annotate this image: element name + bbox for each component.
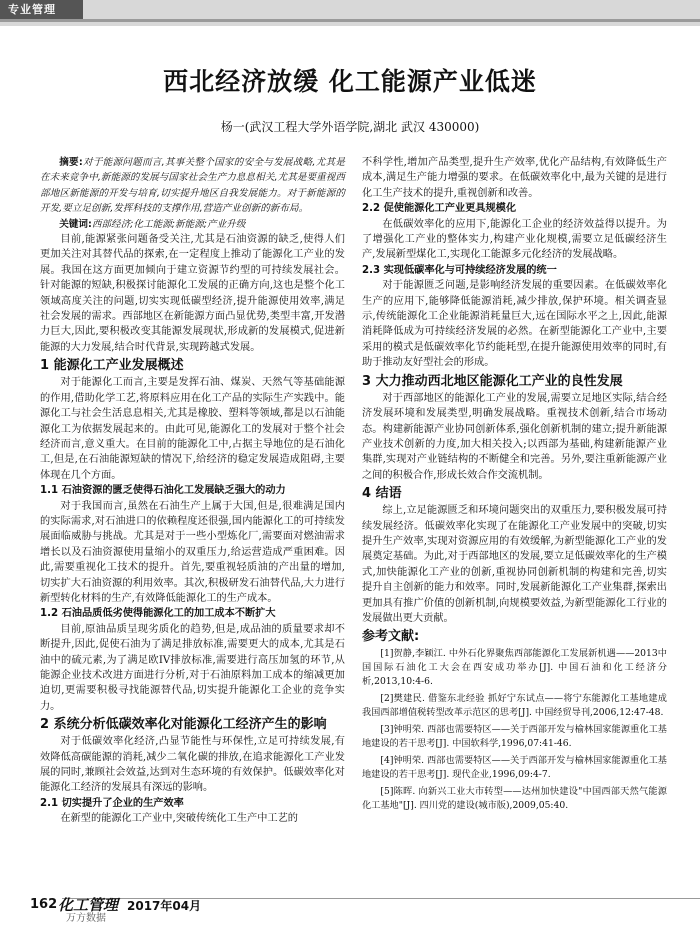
keywords-text: 西部经济;化工能源;新能源;产业升级 (91, 218, 246, 230)
page-number: 162 (30, 897, 58, 912)
reference-item: [5]陈晖. 向新兴工业大市转型——达州加快建设"中国西部天然气能源化工基地"[J]. 四川党的建设(城市版),2009,05:40. (362, 786, 667, 812)
reference-item: [4]钟明荣. 西部也需要特区——关于西部开发与榆林国家能源重化工基地建设的若干思考[J]. 现代企业,1996,09:4-7. (362, 755, 667, 781)
references-list (362, 647, 667, 813)
heading-1: 1 能源化工产业发展概述 (40, 358, 184, 374)
abstract-text: 对于能源问题而言,其事关整个国家的安全与发展战略,尤其是在未来竞争中,新能源的发展与国家社会生产力息息相关,尤其是要重视西部地区新能源的开发与培育,切实提升地区自我发展能力。对于新能源的开发,要立足创新,发挥科技的支撑作用,营造产业创新的新布局。 (40, 157, 345, 215)
section-tag: 专业管理 (0, 0, 83, 19)
paragraph-1: 对于能源化工而言,主要是发挥石油、煤炭、天然气等基础能源的作用,借助化学工艺,将原料应用在化工产品的实际生产实践中。能源化工与社会生活息息相关,尤其是橡胶、塑料等领域,都是以石油能源化工为依据发展起来的。由此可见,能源化工的发展对于整个社会经济而言,意义重大。在目前的能源化工中,占据主导地位的是石油化工,但是,在石油能源短缺的情况下,给经济的稳定发展造成阻碍,主要体现在几个方面。 (40, 377, 345, 481)
heading-2-2: 2.2 促使能源化工产业更具规模化 (362, 203, 517, 215)
paragraph-2-3: 对于能源匮乏问题,是影响经济发展的重要因素。在低碳效率化生产的应用下,能够降低能源消耗,减少排放,保护环境。相关调查显示,传统能源化工企业能源消耗量巨大,远在国际水平之上,因此,能源消耗降低成为可持续经济发展的必然。在新型能源化工产业中,主要采用的模式是低碳效率化节约能耗型,在提升能源使用效率的同时,有助于推动友好型社会的形成。 (362, 280, 667, 369)
abstract-block (40, 155, 345, 232)
issue-date: 2017年04月 (127, 899, 202, 913)
magazine-name: 化工管理 (58, 896, 119, 914)
reference-item: [1]贺静,李颖江. 中外石化界聚焦西部能源化工发展新机遇——2013中国国际石油化工大会在西安成功举办[J]. 中国石油和化工经济分析,2013,10:4-6. (362, 648, 667, 688)
paragraph-4: 综上,立足能源匮乏和环境问题突出的双重压力,要积极发展可持续发展经济。低碳效率化实现了在能源化工产业发展中的突破,切实提升生产效率,实现对资源应用的有效缓解,为新型能源化工产业的发展奠定基础。为此,对于西部地区的发展,要立足低碳效率化的生产模式,加快能源化工产业的创新,重视协同创新机制的构建和完善,切实提升自主创新的能力和效率。同时,发展新能源化工产业集群,探索出更加具有推广价值的创新机制,向规模要效益,为新型能源化工行业的发展做出更大贡献。 (362, 505, 667, 624)
paragraph-1-1: 对于我国而言,虽然在石油生产上属于大国,但是,很难满足国内的实际需求,对石油进口的依赖程度还很强,国内能源化工的可持续发展面临威胁与挑战。尤其是对于一些小型炼化厂,需要面对燃油需求增长以及石油资源使用量缩小的双重压力,给运营造成严重困难。因此,需要重视化工技术的提升。首先,要重视轻质油的产出量的增加,切实扩大石油资源的利用效率。其次,积极研发石油替代品,大力进行新型转化材料的生产,有效降低能源化工的生产成本。 (40, 500, 345, 604)
references-title: 参考文献: (362, 629, 420, 645)
paragraph-2: 对于低碳效率化经济,凸显节能性与环保性,立足可持续发展,有效降低高碳能源的消耗,减少二氧化碳的排放,在追求能源化工产业发展的同时,兼顾社会效益,达到对生态环境的有效保护。低碳效率化对能源化工经济的发展具有深远的影响。 (40, 736, 345, 794)
heading-2: 2 系统分析低碳效率化对能源化工经济产生的影响 (40, 717, 327, 733)
keywords-label: 关键词: (59, 218, 92, 230)
reference-item: [2]樊建民. 借鉴东北经验 抓好宁东试点——将宁东能源化工基地建成我国西部增值税转型改革示范区的思考[J]. 中国经贸导刊,2006,12:47-48. (362, 693, 667, 719)
header-stripe (0, 19, 700, 22)
left-column (40, 155, 345, 827)
heading-1-2: 1.2 石油品质低劣使得能源化工的加工成本不断扩大 (40, 608, 276, 620)
intro-paragraph: 目前,能源紧张问题备受关注,尤其是石油资源的缺乏,使得人们更加关注对其替代品的探索,在一定程度上推动了能源化工产业的发展。我国在这方面更加倾向于建立资源节约型的可持续发展社会。针对能源的短缺,积极探讨能源化工发展的正确方向,这也是整个化工领域高度关注的问题,切实实现低碳型经济,提升能源使用效率,满足社会发展的需求。西部地区在新能源方面凸显优势,类型丰富,开发潜力巨大,因此,要积极改变其能源发展现状,形成新的发展模式,促进新能源的大力发展,结合时代背景,实现跨越式发展。 (40, 234, 345, 353)
abstract-paragraph (40, 155, 345, 217)
article-author: 杨一(武汉工程大学外语学院,湖北 武汉 430000) (220, 120, 480, 134)
keywords-line (40, 217, 345, 232)
paragraph-2-1a: 在新型的能源化工产业中,突破传统化工生产中工艺的 (60, 813, 298, 825)
header-band (0, 0, 700, 26)
heading-2-3: 2.3 实现低碳率化与可持续经济发展的统一 (362, 264, 557, 276)
right-column (362, 155, 667, 816)
page-footer (0, 887, 700, 924)
paragraph-2-1b: 不科学性,增加产品类型,提升生产效率,优化产品结构,有效降低生产成本,满足生产能力增强的要求。在低碳效率化中,最为关键的是进行化工生产技术的提升,重视创新和改善。 (362, 157, 667, 199)
paragraph-3: 对于西部地区的能源化工产业的发展,需要立足地区实际,结合经济发展环境和发展类型,明确发展战略。重视技术创新,结合市场动态。构建新能源产业协同创新体系,强化创新机制的建立;提升新能源产业技术创新的力度,加大相关投入;以西部为基础,构建新能源产业集群,实现对产业链结构的不断健全和完善。另外,要注重新能源产业之间的积极合作,形成长效合作交流机制。 (362, 392, 667, 481)
article-title: 西北经济放缓 化工能源产业低迷 (163, 67, 537, 96)
heading-3: 3 大力推动西北地区能源化工产业的良性发展 (362, 373, 623, 389)
heading-1-1: 1.1 石油资源的匮乏使得石油化工发展缺乏强大的动力 (40, 485, 286, 497)
heading-2-1: 2.1 切实提升了企业的生产效率 (40, 797, 184, 809)
reference-item: [3]钟明荣. 西部也需要特区——关于西部开发与榆林国家能源重化工基地建设的若干思考[J]. 中国软科学,1996,07:41-46. (362, 724, 667, 750)
abstract-label: 摘要: (59, 157, 83, 168)
heading-4: 4 结语 (362, 486, 402, 502)
paragraph-2-2: 在低碳效率化的应用下,能源化工企业的经济效益得以提升。为了增强化工产业的整体实力,构建产业化规模,需要立足低碳经济生产,发展新型煤化工,实现化工能源多元化经济的发展战略。 (362, 218, 667, 261)
paragraph-1-2: 目前,原油品质呈现劣质化的趋势,但是,成品油的质量要求却不断提升,因此,促使石油为了满足排放标准,需要更大的成本,尤其是石油中的硫元素,为了满足欧IV排放标准,需要进行高压加氢的环节,从能源企业技术改进方面进行分析,对于石油原料加工成本的缩减更加迫切,更需要积极寻找能源替代品,切实提升能源化工企业的竞争实力。 (40, 623, 345, 712)
watermark: 万方数据 (66, 913, 106, 924)
